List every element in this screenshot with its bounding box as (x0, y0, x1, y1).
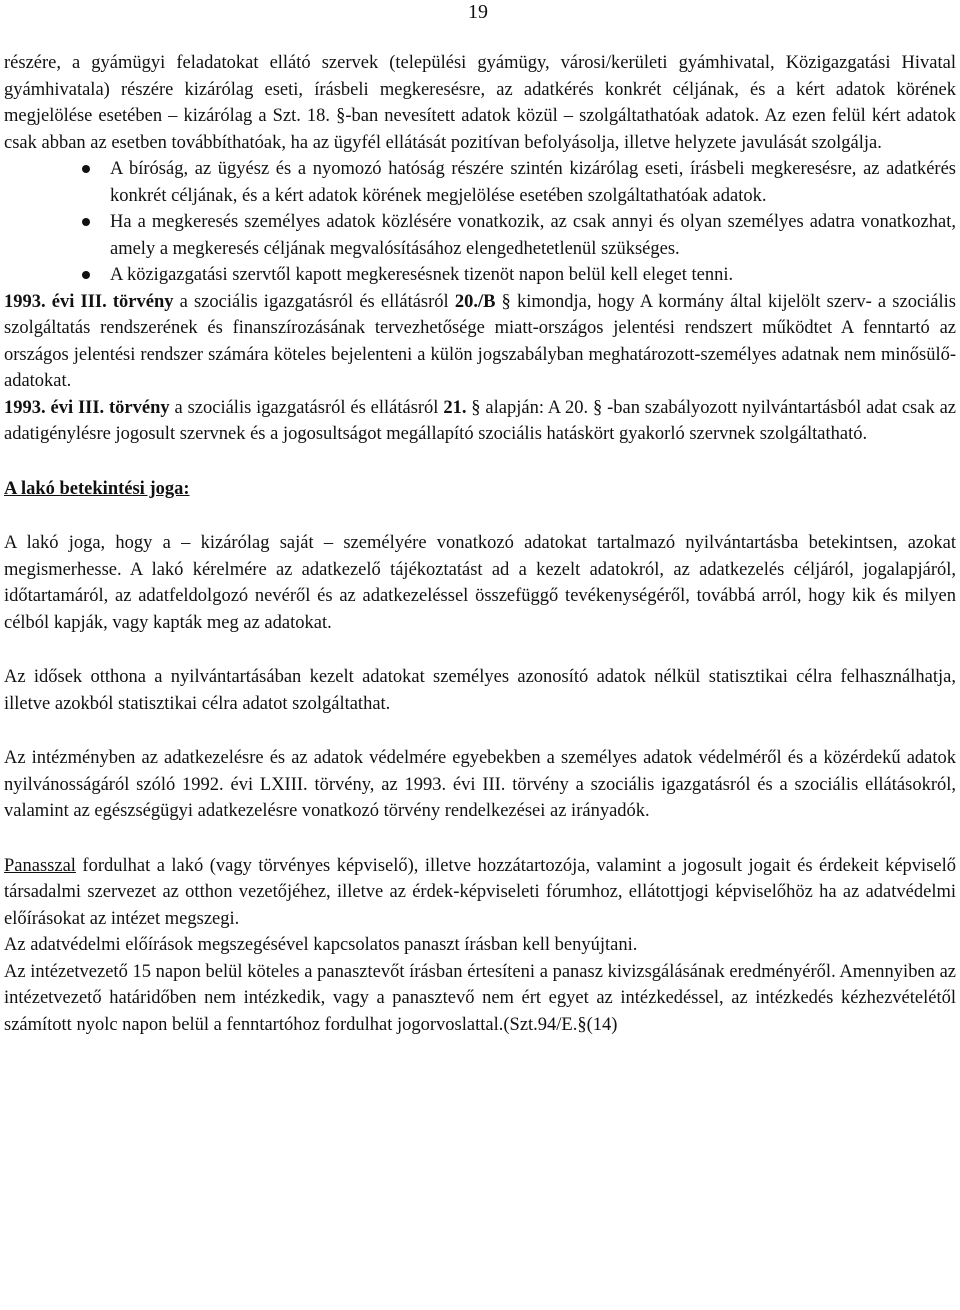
law-section: 21. (443, 397, 467, 418)
law-citation: 1993. évi III. törvény (4, 397, 170, 418)
law-text: § kimondja, hogy A kormány által kijelölt szerv- a szociális szolgáltatás rendszerének és finanszírozásának tervezhetősége miatt-országos jelentési rendszert működtet A fenntartó az országos jelentési rendszer számára köteles bejelenteni a külön jogszabályban meghatározott-személyes adatnak nem minősülő- adatokat. (4, 291, 956, 391)
complaint-paragraph (4, 853, 956, 933)
law-section: 20./B (454, 291, 496, 312)
bullet-item-personal-data: Ha a megkeresés személyes adatok közlésére vonatkozik, az csak annyi és olyan személyes adatra vonatkozhat, amely a megkeresés céljának megvalósításához elengedhetetlenül szükséges. (110, 209, 956, 262)
complaint-keyword: Panasszal (4, 855, 76, 876)
resident-rights-paragraph: A lakó joga, hogy a – kizárólag saját – személyére vonatkozó adatokat tartalmazó nyilvántartásba betekintsen, azokat megismerhesse. A lakó kérelmére az adatkezelő tájékoztatást ad a kezelt adatokról, az adatkezelés céljáról, jogalapjáról, időtartamáról, az adatfeldolgozó nevéről és az adatkezeléssel összefüggő tevékenységéről, továbbá arról, hogy kik és milyen célból kapják, vagy kapták meg az adatokat. (4, 533, 956, 633)
section-heading: A lakó betekintési joga: (4, 478, 190, 499)
law-paragraph-20b (4, 289, 956, 395)
legal-basis-paragraph: Az intézményben az adatkezelésre és az adatok védelmére egyebekben a személyes adatok védelméről és a közérdekű adatok nyilvánosságáról szóló 1992. évi LXIII. törvény, az 1993. évi III. törvény a szociális igazgatásról és a szociális ellátásokról, valamint az egészségügyi adatkezelésre vonatkozó törvény rendelkezései az irányadók. (4, 748, 956, 821)
page-number: 19 (468, 1, 488, 23)
complaint-text: fordulhat a lakó (vagy törvényes képviselő), illetve hozzátartozója, valamint a jogosult jogait és érdekeit képviselő társadalmi szervezet az otthon vezetőjéhez, illetve az érdek-képviseleti fórumhoz, ellátottjogi képviselőhöz ha az adatvédelmi előírásokat az intézet megszegi. (4, 855, 956, 929)
intro-paragraph: részére, a gyámügyi feladatokat ellátó szervek (települési gyámügy, városi/kerületi gyámhivatal, Közigazgatási Hivatal gyámhivatala) részére kizárólag eseti, írásbeli megkeresésre, az adatkérés konkrét céljának, és a kért adatok körének megjelölése esetében – kizárólag a Szt. 18. §-ban nevesített adatok közül – szolgáltathatóak adatok. Az ezen felül kért adatok csak abban az esetben továbbíthatóak, ha az ügyfél ellátását pozitívan befolyásolja, illetve helyzete javulását szolgálja. (4, 53, 956, 153)
law-title: a szociális igazgatásról és ellátásról (173, 291, 455, 312)
bullet-list (4, 156, 956, 289)
bullet-item-court: A bíróság, az ügyész és a nyomozó hatóság részére szintén kizárólag eseti, írásbeli megkeresésre, az adatkérés konkrét céljának, és a kért adatok körének megjelölése esetében szolgáltathatóak adatok. (110, 156, 956, 209)
complaint-deadline-paragraph: Az intézetvezető 15 napon belül köteles a panasztevőt írásban értesíteni a panasz kivizsgálásának eredményéről. Amennyiben az intézetvezető határidőben nem intézkedik, vagy a panasztevő nem ért egyet az intézkedéssel, az intézkedés kézhezvételétől számított nyolc napon belül a fenntartóhoz fordulhat jogorvoslattal.(Szt.94/E.§(14) (4, 961, 956, 1035)
law-title: a szociális igazgatásról és ellátásról (169, 397, 444, 418)
bullet-item-deadline: A közigazgatási szervtől kapott megkeresésnek tizenöt napon belül kell eleget tenni. (110, 262, 956, 289)
law-paragraph-21 (4, 395, 956, 448)
complaint-written-paragraph: Az adatvédelmi előírások megszegésével kapcsolatos panaszt írásban kell benyújtani. (4, 935, 638, 955)
document-body (4, 50, 956, 1038)
statistics-paragraph: Az idősek otthona a nyilvántartásában kezelt adatokat személyes azonosító adatok nélkül statisztikai célra felhasználhatja, illetve azokból statisztikai célra adatot szolgáltathat. (4, 667, 956, 714)
law-text: § alapján: A 20. § -ban szabályozott nyilvántartásból adat csak az adatigénylésre jogosult szervnek és a jogosultságot megállapító szociális hatáskört gyakorló szervnek szolgáltatható. (4, 397, 956, 444)
law-citation: 1993. évi III. törvény (4, 291, 174, 312)
